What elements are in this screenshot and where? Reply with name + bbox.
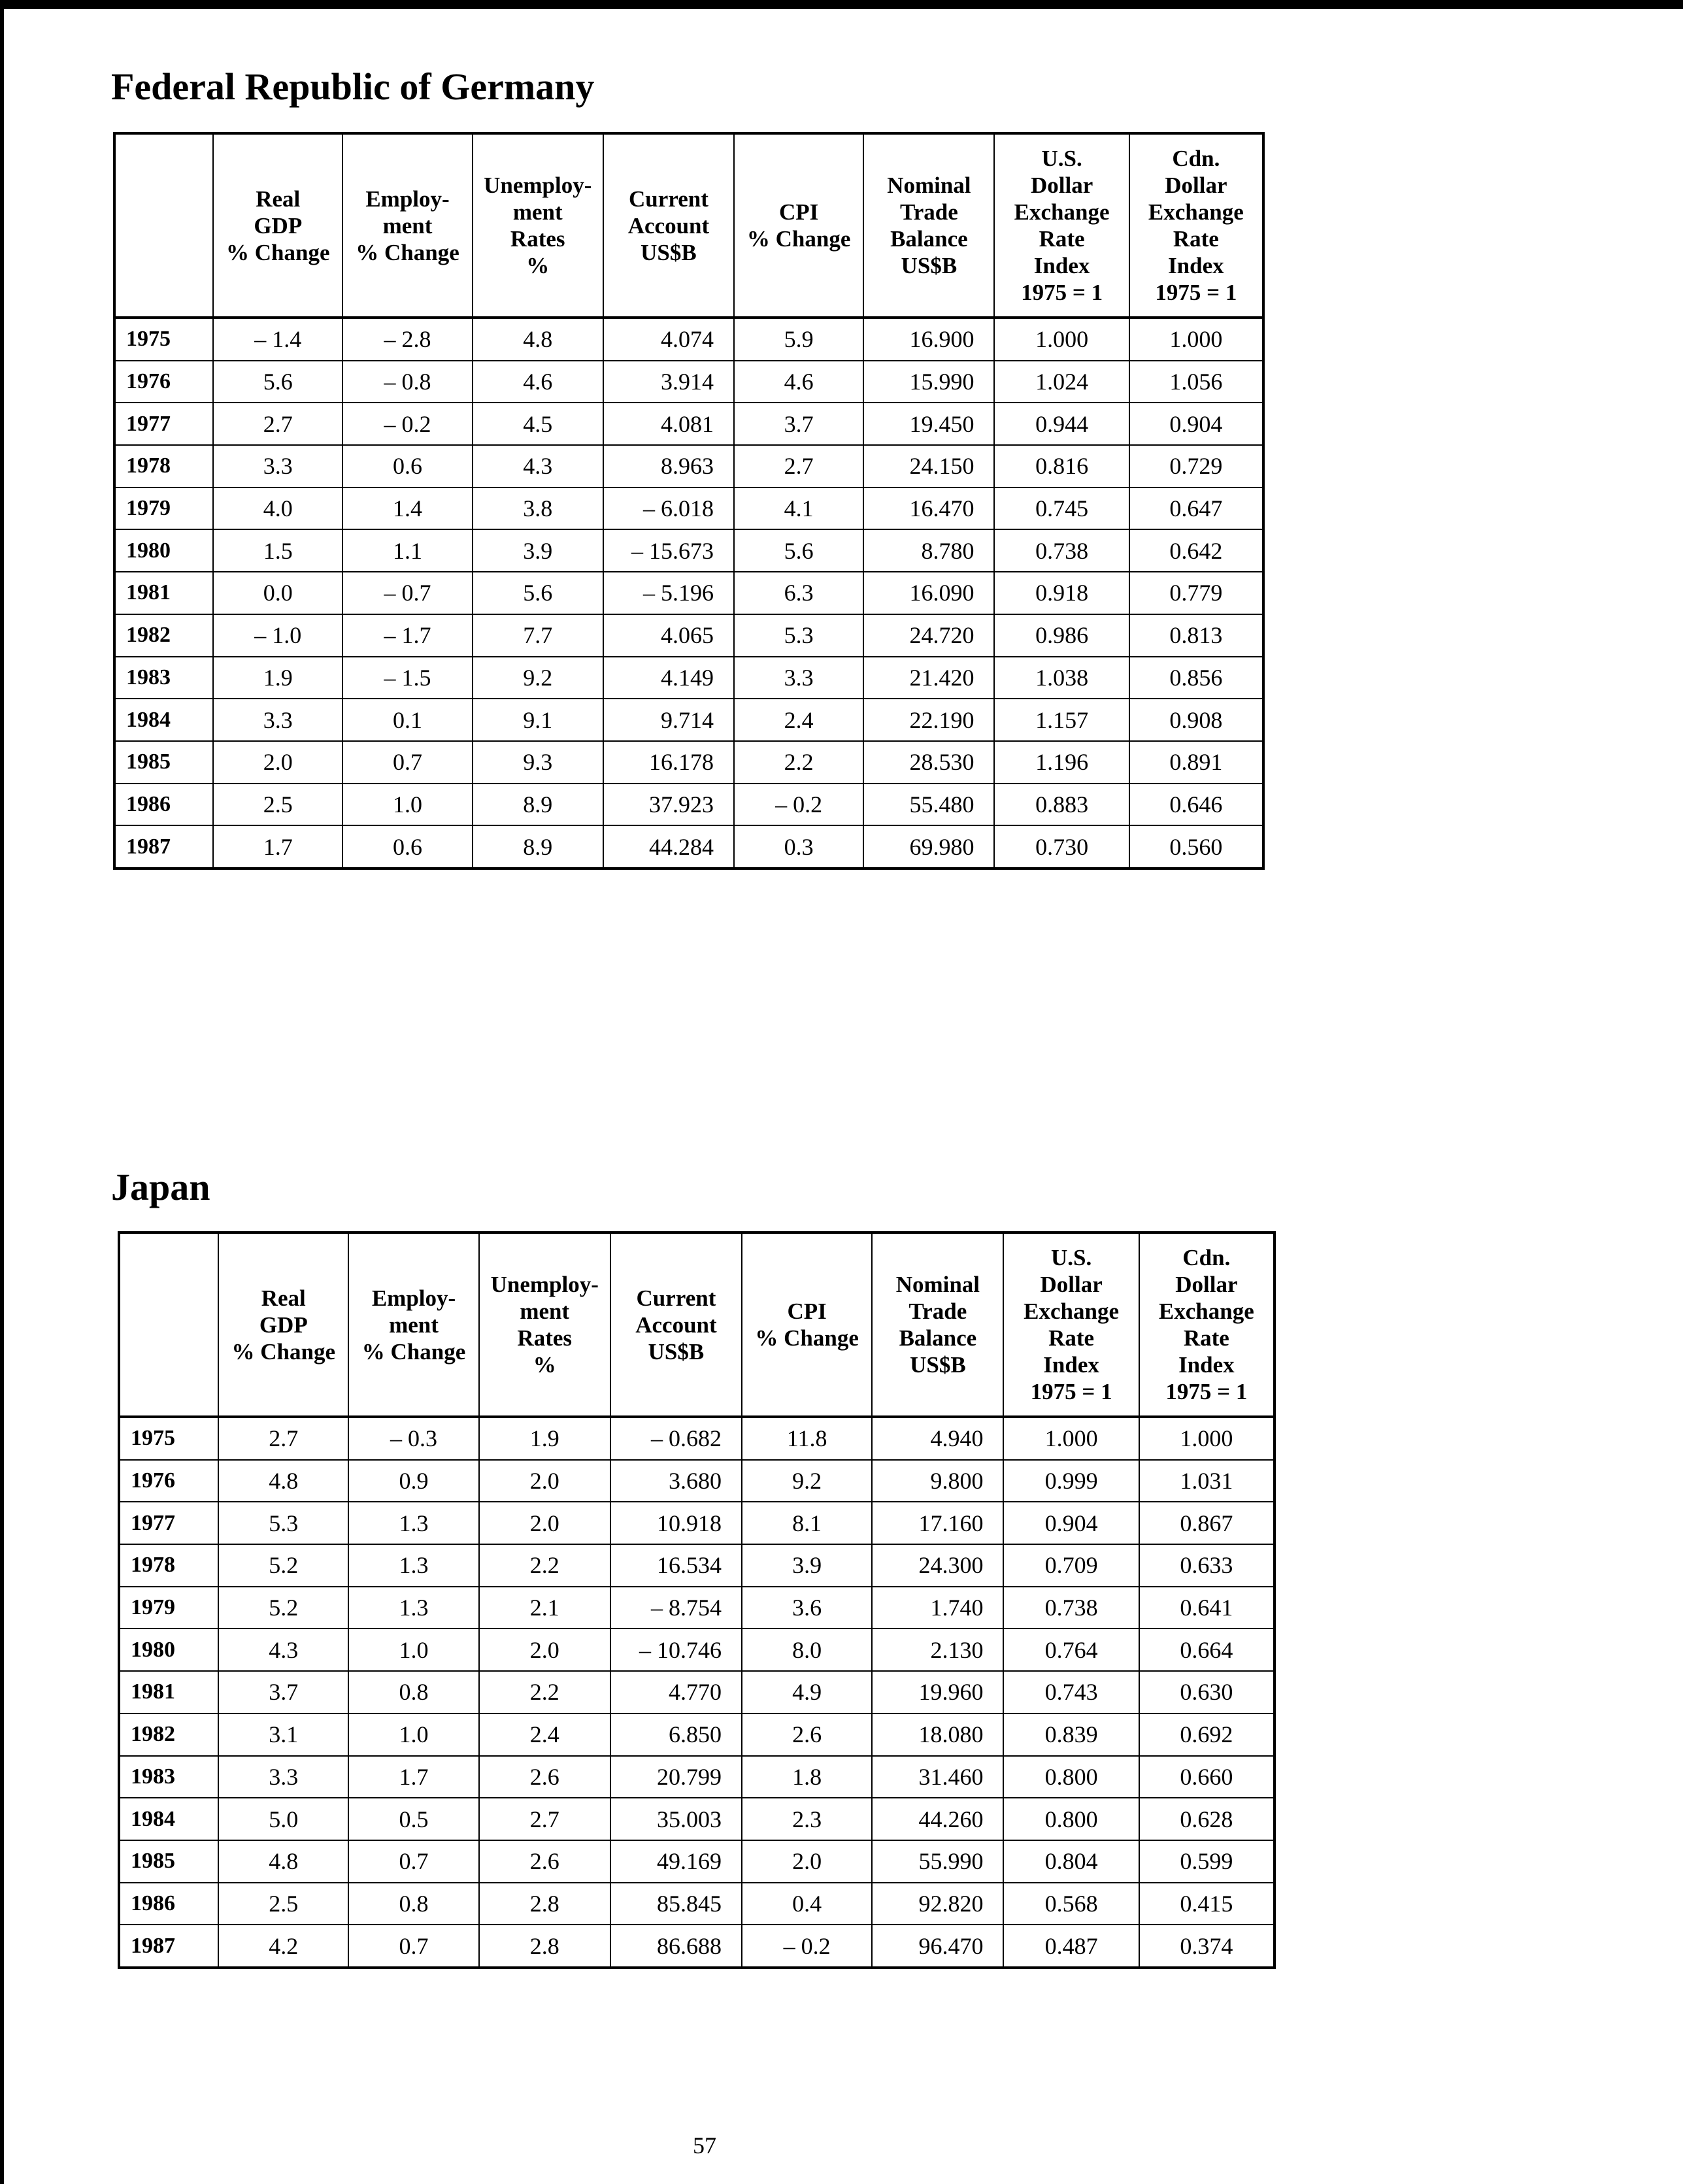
employment-cell: – 1.5: [342, 657, 472, 699]
year-cell: 1977: [114, 403, 213, 445]
current-account-cell: 4.149: [603, 657, 734, 699]
japan-table: [118, 1231, 1276, 1969]
cpi-cell: 4.6: [734, 361, 863, 403]
usd-index-cell: 0.743: [1003, 1671, 1139, 1713]
usd-index-cell: 0.944: [994, 403, 1129, 445]
current-account-cell: 16.534: [610, 1544, 742, 1587]
current-account-cell: – 6.018: [603, 488, 734, 530]
cpi-cell: 11.8: [742, 1417, 872, 1460]
table-row: [119, 1587, 1275, 1629]
year-cell: 1984: [119, 1798, 218, 1840]
cdn-index-cell: 0.641: [1139, 1587, 1275, 1629]
employment-cell: – 0.3: [348, 1417, 478, 1460]
unemployment-cell: 9.2: [473, 657, 603, 699]
usd-index-cell: 0.883: [994, 784, 1129, 826]
unemployment-cell: 2.2: [479, 1671, 610, 1713]
scan-left-border: [0, 0, 4, 2184]
trade-balance-cell: 19.450: [863, 403, 994, 445]
table-row: [119, 1925, 1275, 1968]
table-row: [119, 1671, 1275, 1713]
table-row: [114, 784, 1263, 826]
trade-balance-cell: 92.820: [872, 1883, 1003, 1925]
trade-balance-cell: 19.960: [872, 1671, 1003, 1713]
real-gdp-cell: 4.2: [218, 1925, 348, 1968]
employment-cell: 1.3: [348, 1587, 478, 1629]
employment-cell: 0.5: [348, 1798, 478, 1840]
current-account-cell: 6.850: [610, 1713, 742, 1756]
current-account-cell: 9.714: [603, 699, 734, 741]
table-row: [114, 699, 1263, 741]
real-gdp-cell: 4.8: [218, 1840, 348, 1883]
usd-index-cell: 0.800: [1003, 1798, 1139, 1840]
column-header: Employ- ment % Change: [342, 133, 472, 318]
real-gdp-cell: 4.0: [213, 488, 342, 530]
cdn-index-cell: 0.374: [1139, 1925, 1275, 1968]
year-cell: 1977: [119, 1502, 218, 1544]
cdn-index-cell: 0.692: [1139, 1713, 1275, 1756]
unemployment-cell: 9.3: [473, 741, 603, 784]
usd-index-cell: 0.568: [1003, 1883, 1139, 1925]
year-cell: 1982: [114, 614, 213, 657]
trade-balance-cell: 1.740: [872, 1587, 1003, 1629]
unemployment-cell: 2.8: [479, 1883, 610, 1925]
year-cell: 1983: [119, 1756, 218, 1798]
current-account-cell: 4.081: [603, 403, 734, 445]
real-gdp-cell: 2.7: [218, 1417, 348, 1460]
real-gdp-cell: 5.3: [218, 1502, 348, 1544]
unemployment-cell: 2.0: [479, 1502, 610, 1544]
year-cell: 1985: [114, 741, 213, 784]
real-gdp-cell: 4.8: [218, 1460, 348, 1502]
cpi-cell: 0.3: [734, 825, 863, 869]
trade-balance-cell: 2.130: [872, 1629, 1003, 1671]
cpi-cell: 5.6: [734, 529, 863, 572]
cdn-index-cell: 0.856: [1129, 657, 1263, 699]
trade-balance-cell: 24.300: [872, 1544, 1003, 1587]
cdn-index-cell: 0.779: [1129, 572, 1263, 614]
cdn-index-cell: 0.891: [1129, 741, 1263, 784]
year-cell: 1980: [114, 529, 213, 572]
cdn-index-cell: 0.904: [1129, 403, 1263, 445]
table-row: [114, 403, 1263, 445]
unemployment-cell: 2.8: [479, 1925, 610, 1968]
employment-cell: 1.7: [348, 1756, 478, 1798]
current-account-cell: 4.770: [610, 1671, 742, 1713]
unemployment-cell: 4.8: [473, 318, 603, 361]
year-cell: 1981: [119, 1671, 218, 1713]
cdn-index-cell: 1.000: [1139, 1417, 1275, 1460]
employment-cell: – 0.2: [342, 403, 472, 445]
real-gdp-cell: 3.3: [213, 699, 342, 741]
real-gdp-cell: 3.7: [218, 1671, 348, 1713]
cpi-cell: 2.2: [734, 741, 863, 784]
unemployment-cell: 4.5: [473, 403, 603, 445]
usd-index-cell: 0.999: [1003, 1460, 1139, 1502]
current-account-cell: – 15.673: [603, 529, 734, 572]
trade-balance-cell: 31.460: [872, 1756, 1003, 1798]
column-header: Unemploy- ment Rates %: [473, 133, 603, 318]
usd-index-cell: 0.738: [994, 529, 1129, 572]
current-account-cell: 8.963: [603, 445, 734, 488]
table-row: [114, 318, 1263, 361]
trade-balance-cell: 4.940: [872, 1417, 1003, 1460]
current-account-cell: 4.074: [603, 318, 734, 361]
current-account-cell: 20.799: [610, 1756, 742, 1798]
unemployment-cell: 2.7: [479, 1798, 610, 1840]
real-gdp-cell: 0.0: [213, 572, 342, 614]
usd-index-cell: 1.024: [994, 361, 1129, 403]
column-header: Real GDP % Change: [218, 1233, 348, 1417]
column-header: Unemploy- ment Rates %: [479, 1233, 610, 1417]
cpi-cell: 2.3: [742, 1798, 872, 1840]
trade-balance-cell: 24.150: [863, 445, 994, 488]
cdn-index-cell: 0.560: [1129, 825, 1263, 869]
year-cell: 1981: [114, 572, 213, 614]
year-cell: 1986: [119, 1883, 218, 1925]
column-header: CPI % Change: [734, 133, 863, 318]
year-cell: 1984: [114, 699, 213, 741]
usd-index-cell: 1.000: [994, 318, 1129, 361]
employment-cell: 0.9: [348, 1460, 478, 1502]
trade-balance-cell: 21.420: [863, 657, 994, 699]
cpi-cell: 2.6: [742, 1713, 872, 1756]
current-account-cell: 3.680: [610, 1460, 742, 1502]
unemployment-cell: 1.9: [479, 1417, 610, 1460]
trade-balance-cell: 16.090: [863, 572, 994, 614]
unemployment-cell: 2.6: [479, 1840, 610, 1883]
employment-cell: 1.1: [342, 529, 472, 572]
current-account-cell: 4.065: [603, 614, 734, 657]
unemployment-cell: 7.7: [473, 614, 603, 657]
table-row: [119, 1798, 1275, 1840]
cpi-cell: 8.1: [742, 1502, 872, 1544]
page-number: 57: [693, 2132, 716, 2159]
current-account-cell: 44.284: [603, 825, 734, 869]
year-cell: 1980: [119, 1629, 218, 1671]
table-row: [119, 1417, 1275, 1460]
real-gdp-cell: 1.7: [213, 825, 342, 869]
year-cell: 1983: [114, 657, 213, 699]
employment-cell: 0.6: [342, 825, 472, 869]
current-account-cell: – 8.754: [610, 1587, 742, 1629]
year-cell: 1978: [114, 445, 213, 488]
unemployment-cell: 5.6: [473, 572, 603, 614]
unemployment-cell: 4.3: [473, 445, 603, 488]
trade-balance-cell: 16.900: [863, 318, 994, 361]
usd-index-cell: 0.918: [994, 572, 1129, 614]
year-cell: 1979: [119, 1587, 218, 1629]
current-account-cell: 10.918: [610, 1502, 742, 1544]
cpi-cell: 3.3: [734, 657, 863, 699]
employment-cell: 1.3: [348, 1544, 478, 1587]
current-account-cell: – 10.746: [610, 1629, 742, 1671]
cdn-index-cell: 0.633: [1139, 1544, 1275, 1587]
table-row: [119, 1713, 1275, 1756]
real-gdp-cell: 5.2: [218, 1587, 348, 1629]
employment-cell: 0.1: [342, 699, 472, 741]
year-cell: 1975: [114, 318, 213, 361]
employment-cell: 0.7: [348, 1925, 478, 1968]
cdn-index-cell: 0.660: [1139, 1756, 1275, 1798]
scan-top-border: [0, 0, 1683, 9]
real-gdp-cell: – 1.4: [213, 318, 342, 361]
cpi-cell: 9.2: [742, 1460, 872, 1502]
real-gdp-cell: 2.5: [218, 1883, 348, 1925]
employment-cell: 1.0: [348, 1629, 478, 1671]
real-gdp-cell: 5.6: [213, 361, 342, 403]
usd-index-cell: 1.196: [994, 741, 1129, 784]
trade-balance-cell: 17.160: [872, 1502, 1003, 1544]
trade-balance-cell: 16.470: [863, 488, 994, 530]
real-gdp-cell: 3.3: [213, 445, 342, 488]
usd-index-cell: 0.709: [1003, 1544, 1139, 1587]
cpi-cell: 2.0: [742, 1840, 872, 1883]
table-row: [114, 825, 1263, 869]
year-cell: 1982: [119, 1713, 218, 1756]
trade-balance-cell: 69.980: [863, 825, 994, 869]
unemployment-cell: 2.2: [479, 1544, 610, 1587]
usd-index-cell: 0.816: [994, 445, 1129, 488]
table-row: [119, 1629, 1275, 1671]
employment-cell: 0.7: [348, 1840, 478, 1883]
table-row: [119, 1756, 1275, 1798]
unemployment-cell: 4.6: [473, 361, 603, 403]
cdn-index-cell: 0.599: [1139, 1840, 1275, 1883]
cpi-cell: – 0.2: [734, 784, 863, 826]
germany-table: [113, 132, 1265, 870]
trade-balance-cell: 44.260: [872, 1798, 1003, 1840]
cdn-index-cell: 0.642: [1129, 529, 1263, 572]
table-row: [119, 1502, 1275, 1544]
unemployment-cell: 2.6: [479, 1756, 610, 1798]
employment-cell: – 2.8: [342, 318, 472, 361]
cdn-index-cell: 0.729: [1129, 445, 1263, 488]
cpi-cell: 0.4: [742, 1883, 872, 1925]
usd-index-cell: 1.000: [1003, 1417, 1139, 1460]
year-cell: 1986: [114, 784, 213, 826]
cpi-cell: 8.0: [742, 1629, 872, 1671]
employment-cell: 1.0: [348, 1713, 478, 1756]
real-gdp-cell: 2.0: [213, 741, 342, 784]
employment-cell: – 0.8: [342, 361, 472, 403]
header-row: [119, 1233, 1275, 1417]
current-account-cell: – 5.196: [603, 572, 734, 614]
usd-index-cell: 0.487: [1003, 1925, 1139, 1968]
cpi-cell: 5.9: [734, 318, 863, 361]
usd-index-cell: 0.730: [994, 825, 1129, 869]
table-row: [114, 741, 1263, 784]
table-row: [114, 361, 1263, 403]
cpi-cell: 2.4: [734, 699, 863, 741]
unemployment-cell: 2.4: [479, 1713, 610, 1756]
table-row: [119, 1883, 1275, 1925]
japan-title: Japan: [111, 1166, 210, 1208]
cdn-index-cell: 0.664: [1139, 1629, 1275, 1671]
employment-cell: 0.8: [348, 1671, 478, 1713]
year-cell: 1985: [119, 1840, 218, 1883]
employment-cell: 1.4: [342, 488, 472, 530]
trade-balance-cell: 18.080: [872, 1713, 1003, 1756]
cdn-index-cell: 0.647: [1129, 488, 1263, 530]
employment-cell: 0.7: [342, 741, 472, 784]
germany-title: Federal Republic of Germany: [111, 65, 595, 108]
real-gdp-cell: 5.0: [218, 1798, 348, 1840]
usd-index-cell: 0.986: [994, 614, 1129, 657]
real-gdp-cell: 1.5: [213, 529, 342, 572]
column-header: Current Account US$B: [610, 1233, 742, 1417]
usd-index-cell: 0.904: [1003, 1502, 1139, 1544]
usd-index-cell: 0.764: [1003, 1629, 1139, 1671]
year-header-corner: [119, 1233, 218, 1417]
year-cell: 1987: [119, 1925, 218, 1968]
employment-cell: 0.6: [342, 445, 472, 488]
unemployment-cell: 2.0: [479, 1629, 610, 1671]
trade-balance-cell: 9.800: [872, 1460, 1003, 1502]
cdn-index-cell: 0.630: [1139, 1671, 1275, 1713]
usd-index-cell: 0.745: [994, 488, 1129, 530]
cdn-index-cell: 0.908: [1129, 699, 1263, 741]
column-header: CPI % Change: [742, 1233, 872, 1417]
cpi-cell: 4.9: [742, 1671, 872, 1713]
table-row: [114, 529, 1263, 572]
cpi-cell: 5.3: [734, 614, 863, 657]
table-row: [114, 445, 1263, 488]
trade-balance-cell: 15.990: [863, 361, 994, 403]
trade-balance-cell: 22.190: [863, 699, 994, 741]
cdn-index-cell: 0.646: [1129, 784, 1263, 826]
cdn-index-cell: 1.000: [1129, 318, 1263, 361]
unemployment-cell: 2.1: [479, 1587, 610, 1629]
real-gdp-cell: 1.9: [213, 657, 342, 699]
year-header-corner: [114, 133, 213, 318]
real-gdp-cell: 5.2: [218, 1544, 348, 1587]
trade-balance-cell: 96.470: [872, 1925, 1003, 1968]
trade-balance-cell: 28.530: [863, 741, 994, 784]
real-gdp-cell: 2.5: [213, 784, 342, 826]
usd-index-cell: 0.738: [1003, 1587, 1139, 1629]
table-row: [114, 488, 1263, 530]
cpi-cell: 6.3: [734, 572, 863, 614]
real-gdp-cell: 4.3: [218, 1629, 348, 1671]
cdn-index-cell: 0.628: [1139, 1798, 1275, 1840]
cpi-cell: 3.7: [734, 403, 863, 445]
cpi-cell: 4.1: [734, 488, 863, 530]
current-account-cell: 86.688: [610, 1925, 742, 1968]
year-cell: 1987: [114, 825, 213, 869]
current-account-cell: 3.914: [603, 361, 734, 403]
year-cell: 1975: [119, 1417, 218, 1460]
current-account-cell: 85.845: [610, 1883, 742, 1925]
table-row: [114, 572, 1263, 614]
column-header: Real GDP % Change: [213, 133, 342, 318]
year-cell: 1979: [114, 488, 213, 530]
usd-index-cell: 0.804: [1003, 1840, 1139, 1883]
column-header: Cdn. Dollar Exchange Rate Index 1975 = 1: [1129, 133, 1263, 318]
real-gdp-cell: 2.7: [213, 403, 342, 445]
trade-balance-cell: 55.990: [872, 1840, 1003, 1883]
employment-cell: – 1.7: [342, 614, 472, 657]
real-gdp-cell: 3.3: [218, 1756, 348, 1798]
cdn-index-cell: 1.031: [1139, 1460, 1275, 1502]
year-cell: 1976: [119, 1460, 218, 1502]
column-header: Employ- ment % Change: [348, 1233, 478, 1417]
column-header: U.S. Dollar Exchange Rate Index 1975 = 1: [1003, 1233, 1139, 1417]
usd-index-cell: 1.157: [994, 699, 1129, 741]
table-row: [119, 1840, 1275, 1883]
current-account-cell: 35.003: [610, 1798, 742, 1840]
year-cell: 1978: [119, 1544, 218, 1587]
current-account-cell: 16.178: [603, 741, 734, 784]
unemployment-cell: 3.9: [473, 529, 603, 572]
header-row: [114, 133, 1263, 318]
column-header: U.S. Dollar Exchange Rate Index 1975 = 1: [994, 133, 1129, 318]
usd-index-cell: 0.800: [1003, 1756, 1139, 1798]
trade-balance-cell: 8.780: [863, 529, 994, 572]
column-header: Nominal Trade Balance US$B: [872, 1233, 1003, 1417]
real-gdp-cell: – 1.0: [213, 614, 342, 657]
usd-index-cell: 1.038: [994, 657, 1129, 699]
table-row: [114, 614, 1263, 657]
cdn-index-cell: 0.813: [1129, 614, 1263, 657]
employment-cell: – 0.7: [342, 572, 472, 614]
cpi-cell: – 0.2: [742, 1925, 872, 1968]
employment-cell: 1.3: [348, 1502, 478, 1544]
current-account-cell: 49.169: [610, 1840, 742, 1883]
current-account-cell: 37.923: [603, 784, 734, 826]
cdn-index-cell: 0.415: [1139, 1883, 1275, 1925]
unemployment-cell: 2.0: [479, 1460, 610, 1502]
unemployment-cell: 8.9: [473, 825, 603, 869]
column-header: Nominal Trade Balance US$B: [863, 133, 994, 318]
cdn-index-cell: 0.867: [1139, 1502, 1275, 1544]
table-row: [114, 657, 1263, 699]
year-cell: 1976: [114, 361, 213, 403]
cpi-cell: 3.6: [742, 1587, 872, 1629]
table-row: [119, 1460, 1275, 1502]
cdn-index-cell: 1.056: [1129, 361, 1263, 403]
cpi-cell: 1.8: [742, 1756, 872, 1798]
employment-cell: 0.8: [348, 1883, 478, 1925]
cpi-cell: 3.9: [742, 1544, 872, 1587]
employment-cell: 1.0: [342, 784, 472, 826]
trade-balance-cell: 55.480: [863, 784, 994, 826]
unemployment-cell: 8.9: [473, 784, 603, 826]
column-header: Current Account US$B: [603, 133, 734, 318]
unemployment-cell: 3.8: [473, 488, 603, 530]
column-header: Cdn. Dollar Exchange Rate Index 1975 = 1: [1139, 1233, 1275, 1417]
unemployment-cell: 9.1: [473, 699, 603, 741]
usd-index-cell: 0.839: [1003, 1713, 1139, 1756]
table-row: [119, 1544, 1275, 1587]
current-account-cell: – 0.682: [610, 1417, 742, 1460]
trade-balance-cell: 24.720: [863, 614, 994, 657]
real-gdp-cell: 3.1: [218, 1713, 348, 1756]
cpi-cell: 2.7: [734, 445, 863, 488]
